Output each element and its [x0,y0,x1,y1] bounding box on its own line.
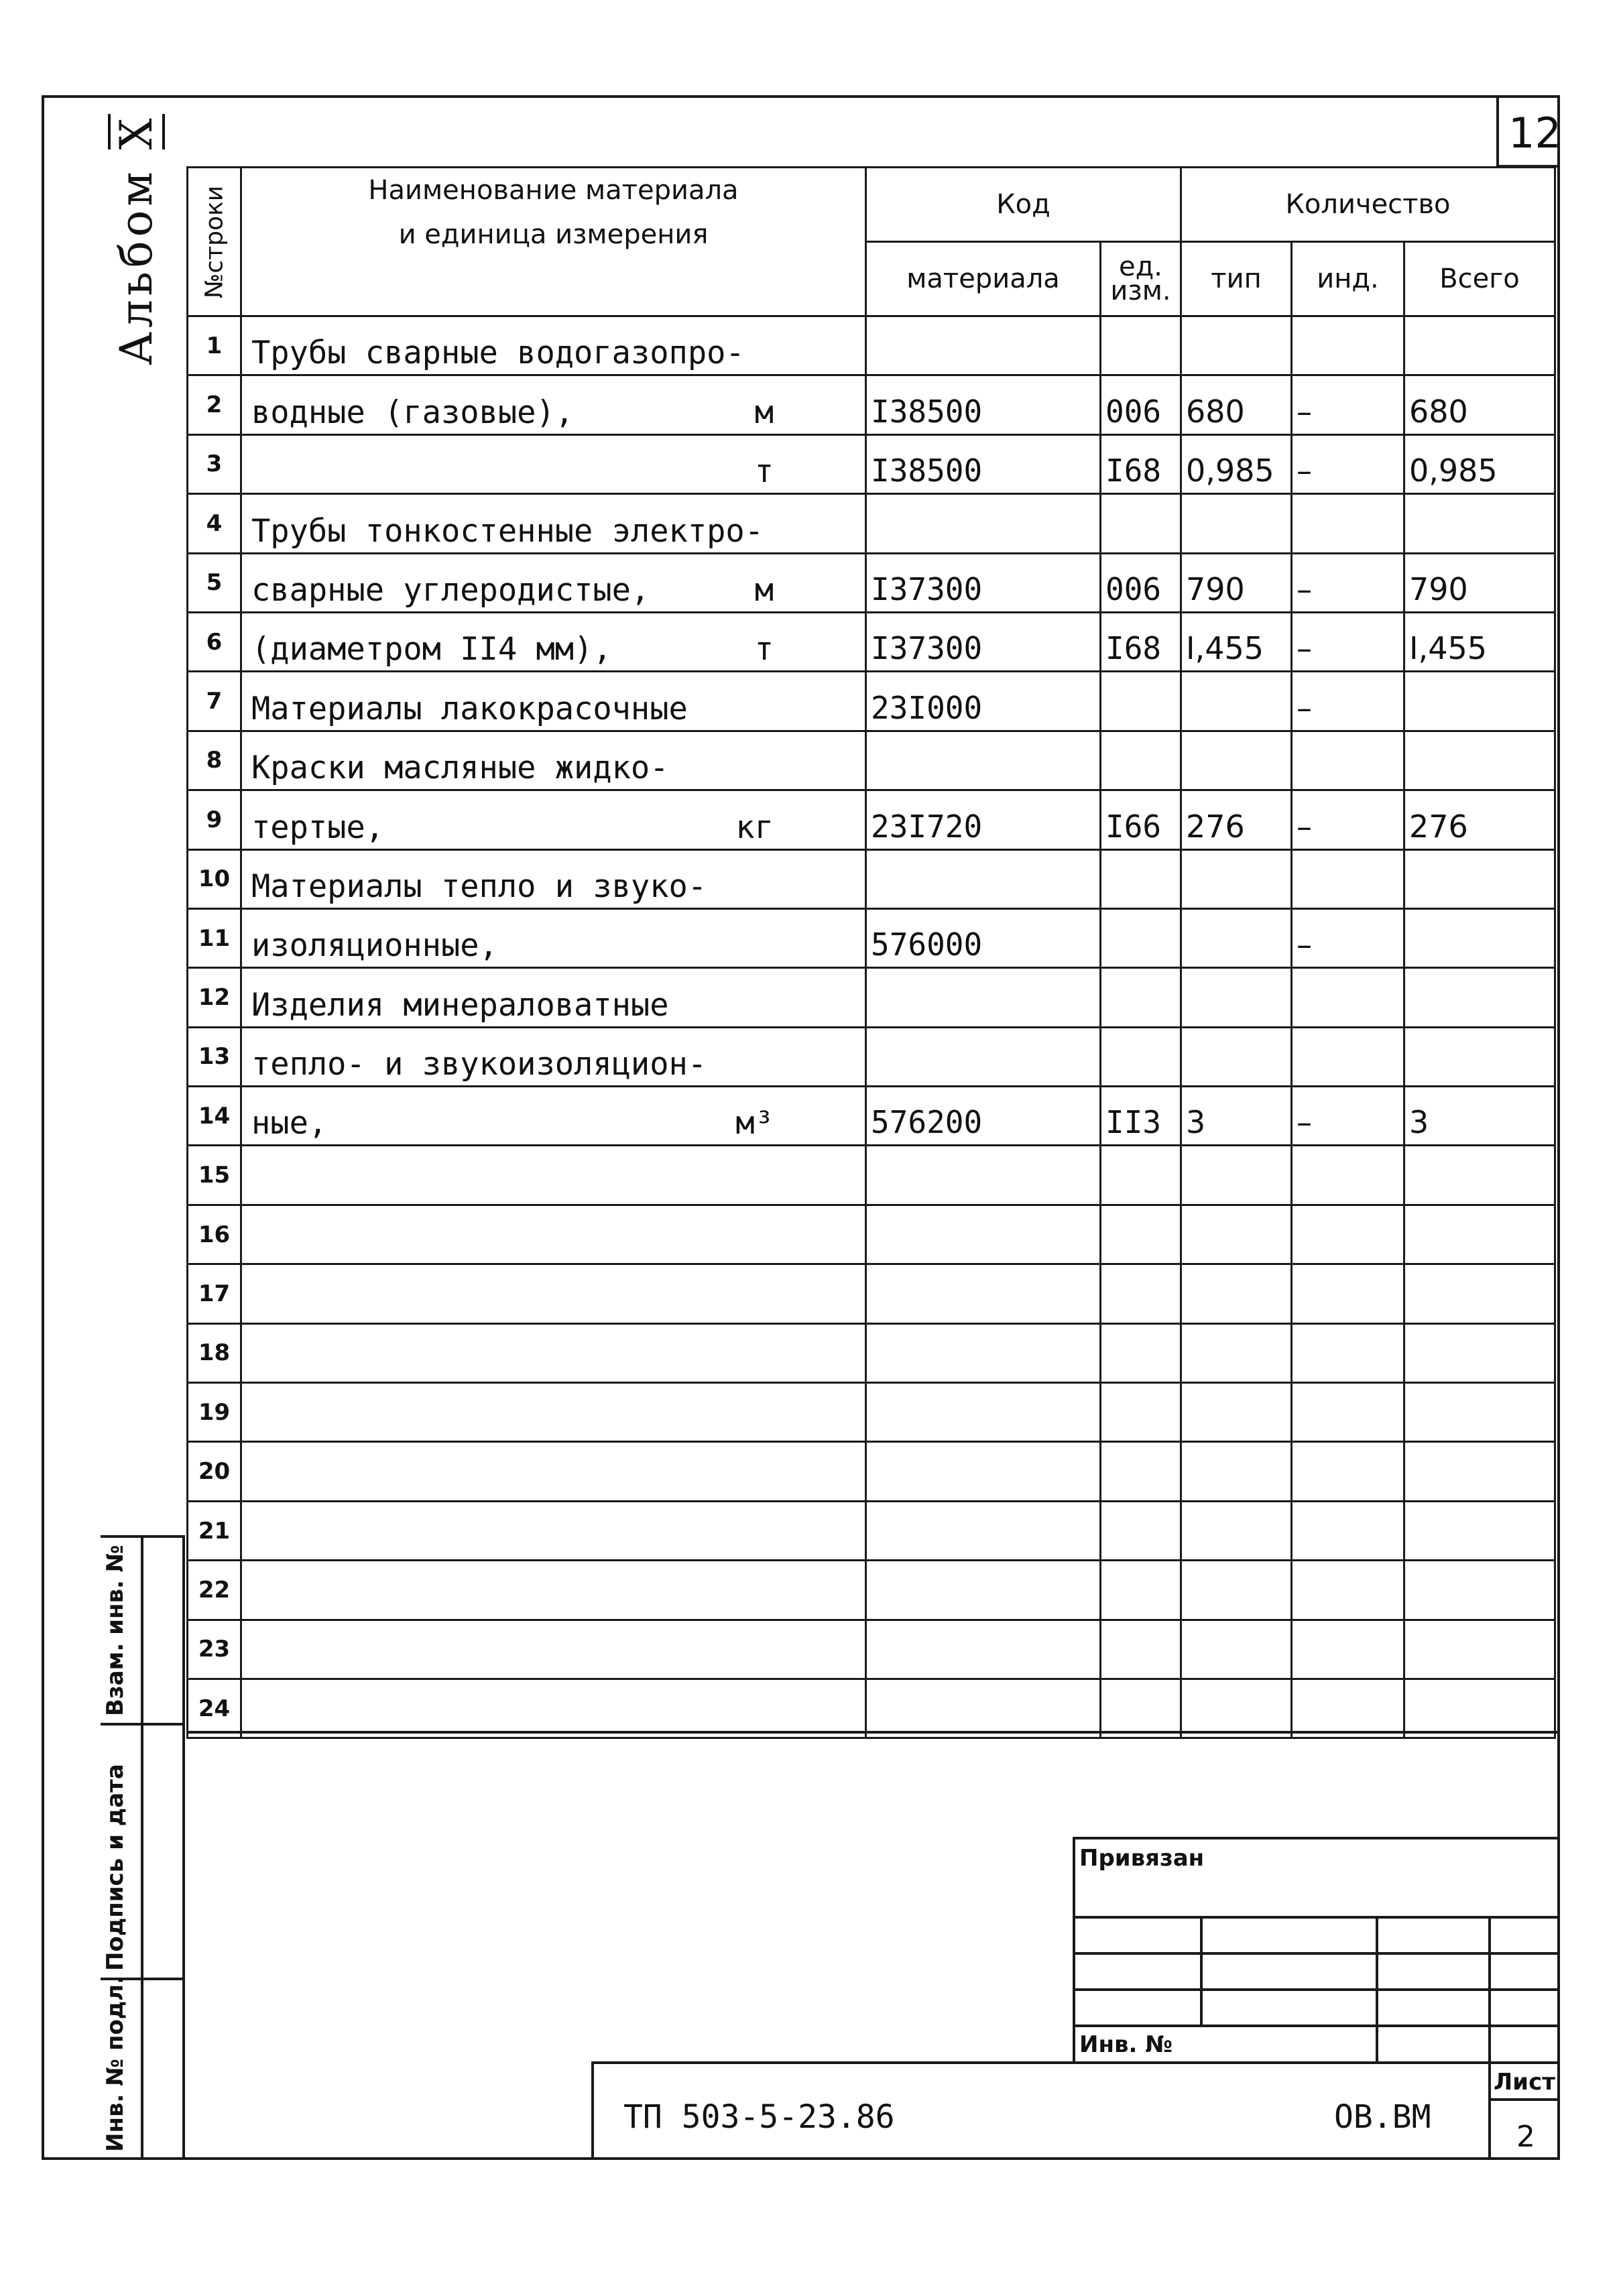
code-unit-header: ед. изм. [1101,242,1181,316]
label-vzam-inv: Взам. инв. № [102,1545,129,1716]
row-quantity-type: I,455 [1181,612,1292,671]
row-name [241,1561,866,1620]
row-number: 9 [188,790,241,849]
row-quantity-ind [1292,1146,1404,1205]
row-quantity-total [1404,1620,1555,1679]
row-unit-code [1101,908,1181,967]
row-quantity-type [1181,1561,1292,1620]
tb-code-box-left [591,2061,594,2160]
table-row [188,1501,1555,1560]
row-number: 1 [188,316,241,375]
row-quantity-ind [1292,731,1404,790]
table-row [188,849,1555,908]
tb-code-box-top [591,2061,1560,2064]
table-row [188,1561,1555,1620]
row-unit-code [1101,849,1181,908]
row-name: Трубы сварные водогазопро- [241,316,866,375]
row-unit: т [754,631,774,668]
row-quantity-type [1181,1442,1292,1501]
table-row [188,553,1555,612]
row-quantity-total [1404,731,1555,790]
table-row [188,1620,1555,1679]
row-quantity-total [1404,1501,1555,1560]
row-material-code [866,1264,1101,1323]
privyazan-label: Привязан [1079,1845,1205,1872]
row-material-code [866,494,1101,553]
row-name: (диаметром II4 мм), т [241,612,866,671]
row-name [241,1620,866,1679]
row-quantity-type: 790 [1181,553,1292,612]
row-quantity-total: 790 [1404,553,1555,612]
row-quantity-total: 3 [1404,1087,1555,1146]
row-material-code [866,1501,1101,1560]
row-name [241,1383,866,1442]
row-material-code [866,316,1101,375]
row-quantity-total [1404,1323,1555,1382]
row-number: 4 [188,494,241,553]
table-row [188,1087,1555,1146]
row-name: Материалы лакокрасочные [241,672,866,731]
row-quantity-ind [1292,1620,1404,1679]
row-material-code [866,1679,1101,1738]
tb-grid-row4 [1073,2025,1560,2027]
row-quantity-ind [1292,1323,1404,1382]
row-quantity-total: I,455 [1404,612,1555,671]
row-material-code [866,731,1101,790]
row-unit-code [1101,1620,1181,1679]
row-unit-code: II3 [1101,1087,1181,1146]
name-header: Наименование материала и единица измерения [241,168,866,316]
row-quantity-ind [1292,1383,1404,1442]
row-material-code: I38500 [866,434,1101,493]
tb-grid-row3 [1073,1988,1560,1991]
table-row [188,612,1555,671]
row-number: 14 [188,1087,241,1146]
row-quantity-ind: – [1292,672,1404,731]
row-quantity-type: 680 [1181,375,1292,434]
row-quantity-ind [1292,849,1404,908]
row-number: 17 [188,1264,241,1323]
row-number: 11 [188,908,241,967]
row-unit-code: I68 [1101,612,1181,671]
row-name [241,1264,866,1323]
row-number: 12 [188,968,241,1027]
row-quantity-ind: – [1292,434,1404,493]
row-quantity-type [1181,1383,1292,1442]
row-number: 5 [188,553,241,612]
row-material-code [866,1561,1101,1620]
row-quantity-type [1181,1264,1292,1323]
row-unit: м³ [735,1105,774,1142]
row-name: тепло- и звукоизоляцион- [241,1027,866,1086]
row-number: 19 [188,1383,241,1442]
row-quantity-ind [1292,1679,1404,1738]
row-number: 10 [188,849,241,908]
row-name [241,1442,866,1501]
table-row [188,1383,1555,1442]
row-unit-code [1101,1264,1181,1323]
row-material-code [866,1323,1101,1382]
row-quantity-type [1181,1501,1292,1560]
row-material-code: I38500 [866,375,1101,434]
table-row [188,1146,1555,1205]
row-name: Материалы тепло и звуко- [241,849,866,908]
document-code: ТП 503-5-23.86 [623,2098,895,2136]
row-name [241,1501,866,1560]
quantity-ind-header: инд. [1292,242,1404,316]
row-quantity-total [1404,1442,1555,1501]
tb-privyazan-top [1073,1837,1560,1839]
table-row [188,434,1555,493]
row-quantity-type [1181,672,1292,731]
row-number: 18 [188,1323,241,1382]
tb-grid-row1 [1073,1916,1560,1919]
row-quantity-type [1181,1323,1292,1382]
row-unit-code: I66 [1101,790,1181,849]
tb-list-divider [1488,2098,1560,2101]
row-quantity-total [1404,908,1555,967]
quantity-header: Количество [1181,168,1555,242]
tb-grid-col3 [1488,1916,1491,2160]
row-name [241,1679,866,1738]
row-unit-code [1101,1679,1181,1738]
row-name: Краски масляные жидко- [241,731,866,790]
row-number: 23 [188,1620,241,1679]
table-row [188,908,1555,967]
row-quantity-total [1404,1027,1555,1086]
row-unit-code [1101,1027,1181,1086]
row-name [241,1205,866,1264]
row-name [241,1146,866,1205]
row-quantity-type [1181,968,1292,1027]
row-number: 20 [188,1442,241,1501]
row-quantity-ind [1292,1205,1404,1264]
row-quantity-total [1404,1264,1555,1323]
code-material-header: материала [866,242,1101,316]
row-number-header: №строки [188,168,241,316]
list-value: 2 [1516,2120,1535,2154]
row-quantity-type [1181,908,1292,967]
row-quantity-total [1404,1146,1555,1205]
row-quantity-ind [1292,1264,1404,1323]
quantity-total-header: Всего [1404,242,1555,316]
row-quantity-ind [1292,316,1404,375]
sheet-number: 12 [1508,109,1561,158]
row-quantity-total [1404,1679,1555,1738]
row-quantity-ind: – [1292,612,1404,671]
table-row [188,672,1555,731]
row-number: 24 [188,1679,241,1738]
row-quantity-type [1181,1205,1292,1264]
row-quantity-ind [1292,1027,1404,1086]
tb-grid-col1 [1200,1916,1203,2027]
list-label: Лист [1494,2069,1555,2096]
row-material-code: I37300 [866,612,1101,671]
row-quantity-total [1404,1383,1555,1442]
table-row [188,316,1555,375]
row-name: Трубы тонкостенные электро- [241,494,866,553]
row-material-code: I37300 [866,553,1101,612]
row-quantity-total: 0,985 [1404,434,1555,493]
row-name: водные (газовые), м [241,375,866,434]
album-roman: X [108,114,165,149]
row-unit: м [754,571,774,609]
row-material-code [866,968,1101,1027]
table-row [188,1323,1555,1382]
row-name: изоляционные, [241,908,866,967]
row-quantity-ind: – [1292,375,1404,434]
row-quantity-ind: – [1292,553,1404,612]
row-quantity-type [1181,494,1292,553]
row-name [241,434,866,493]
document-mark: ОВ.ВМ [1334,2098,1431,2136]
quantity-type-header: тип [1181,242,1292,316]
row-material-code [866,1620,1101,1679]
row-quantity-total [1404,968,1555,1027]
row-material-code: 576000 [866,908,1101,967]
row-number: 2 [188,375,241,434]
materials-table [186,166,1556,1739]
row-material-code [866,1205,1101,1264]
row-unit-code: 006 [1101,553,1181,612]
row-unit-code [1101,1205,1181,1264]
row-quantity-type [1181,316,1292,375]
row-material-code: 576200 [866,1087,1101,1146]
row-material-code: 23I000 [866,672,1101,731]
table-row [188,1205,1555,1264]
row-quantity-type [1181,1027,1292,1086]
table-row [188,494,1555,553]
row-quantity-total [1404,494,1555,553]
row-name: тертые, кг [241,790,866,849]
row-quantity-ind: – [1292,1087,1404,1146]
row-number: 16 [188,1205,241,1264]
row-unit-code [1101,494,1181,553]
row-unit: т [754,453,774,491]
row-unit-code [1101,1146,1181,1205]
row-quantity-total: 680 [1404,375,1555,434]
row-quantity-type [1181,731,1292,790]
row-quantity-total [1404,1561,1555,1620]
row-number: 13 [188,1027,241,1086]
table-row [188,968,1555,1027]
tb-grid-col2 [1376,1916,1378,2061]
row-quantity-type: 276 [1181,790,1292,849]
tb-privyazan-left [1073,1837,1075,2061]
tb-top-line [186,1731,1560,1734]
row-quantity-ind [1292,968,1404,1027]
table-row [188,1679,1555,1738]
album-label [111,114,162,365]
row-unit-code [1101,1383,1181,1442]
row-unit-code [1101,968,1181,1027]
row-unit-code: 006 [1101,375,1181,434]
row-quantity-ind [1292,1501,1404,1560]
row-unit-code: I68 [1101,434,1181,493]
row-material-code [866,1383,1101,1442]
row-material-code [866,1442,1101,1501]
row-number: 3 [188,434,241,493]
row-quantity-type [1181,1146,1292,1205]
row-unit-code [1101,1442,1181,1501]
row-unit-code [1101,1561,1181,1620]
row-number: 22 [188,1561,241,1620]
row-quantity-total [1404,849,1555,908]
row-quantity-ind [1292,1561,1404,1620]
row-name: сварные углеродистые, м [241,553,866,612]
row-quantity-ind [1292,494,1404,553]
row-quantity-type [1181,849,1292,908]
side-divider [141,1535,143,2160]
row-quantity-total: 276 [1404,790,1555,849]
row-quantity-total [1404,316,1555,375]
row-material-code [866,849,1101,908]
row-material-code: 23I720 [866,790,1101,849]
row-quantity-ind: – [1292,790,1404,849]
row-quantity-type [1181,1679,1292,1738]
label-podpis-data: Подпись и дата [102,1764,129,1971]
album-prefix: Альбом [111,168,162,365]
table-row [188,375,1555,434]
row-quantity-ind: – [1292,908,1404,967]
row-name [241,1323,866,1382]
row-number: 21 [188,1501,241,1560]
table-row [188,790,1555,849]
row-quantity-type: 3 [1181,1087,1292,1146]
row-unit-code [1101,316,1181,375]
row-number: 15 [188,1146,241,1205]
code-header: Код [866,168,1181,242]
row-number: 6 [188,612,241,671]
row-name: Изделия минераловатные [241,968,866,1027]
table-row [188,1264,1555,1323]
inv-no-label: Инв. № [1079,2031,1173,2058]
row-quantity-ind [1292,1442,1404,1501]
row-unit-code [1101,1323,1181,1382]
table-body [188,316,1555,1738]
tb-grid-row2 [1073,1952,1560,1955]
label-inv-podl: Инв. № подл. [102,1975,129,2152]
row-quantity-type: 0,985 [1181,434,1292,493]
row-material-code [866,1027,1101,1086]
row-unit-code [1101,672,1181,731]
row-quantity-type [1181,1620,1292,1679]
row-number: 8 [188,731,241,790]
row-unit-code [1101,731,1181,790]
row-quantity-total [1404,672,1555,731]
table-row [188,1442,1555,1501]
row-name: ные, м³ [241,1087,866,1146]
row-unit: м [754,394,774,431]
table-row [188,1027,1555,1086]
row-unit-code [1101,1501,1181,1560]
row-number: 7 [188,672,241,731]
row-quantity-total [1404,1205,1555,1264]
row-unit: кг [735,808,774,846]
row-material-code [866,1146,1101,1205]
table-row [188,731,1555,790]
